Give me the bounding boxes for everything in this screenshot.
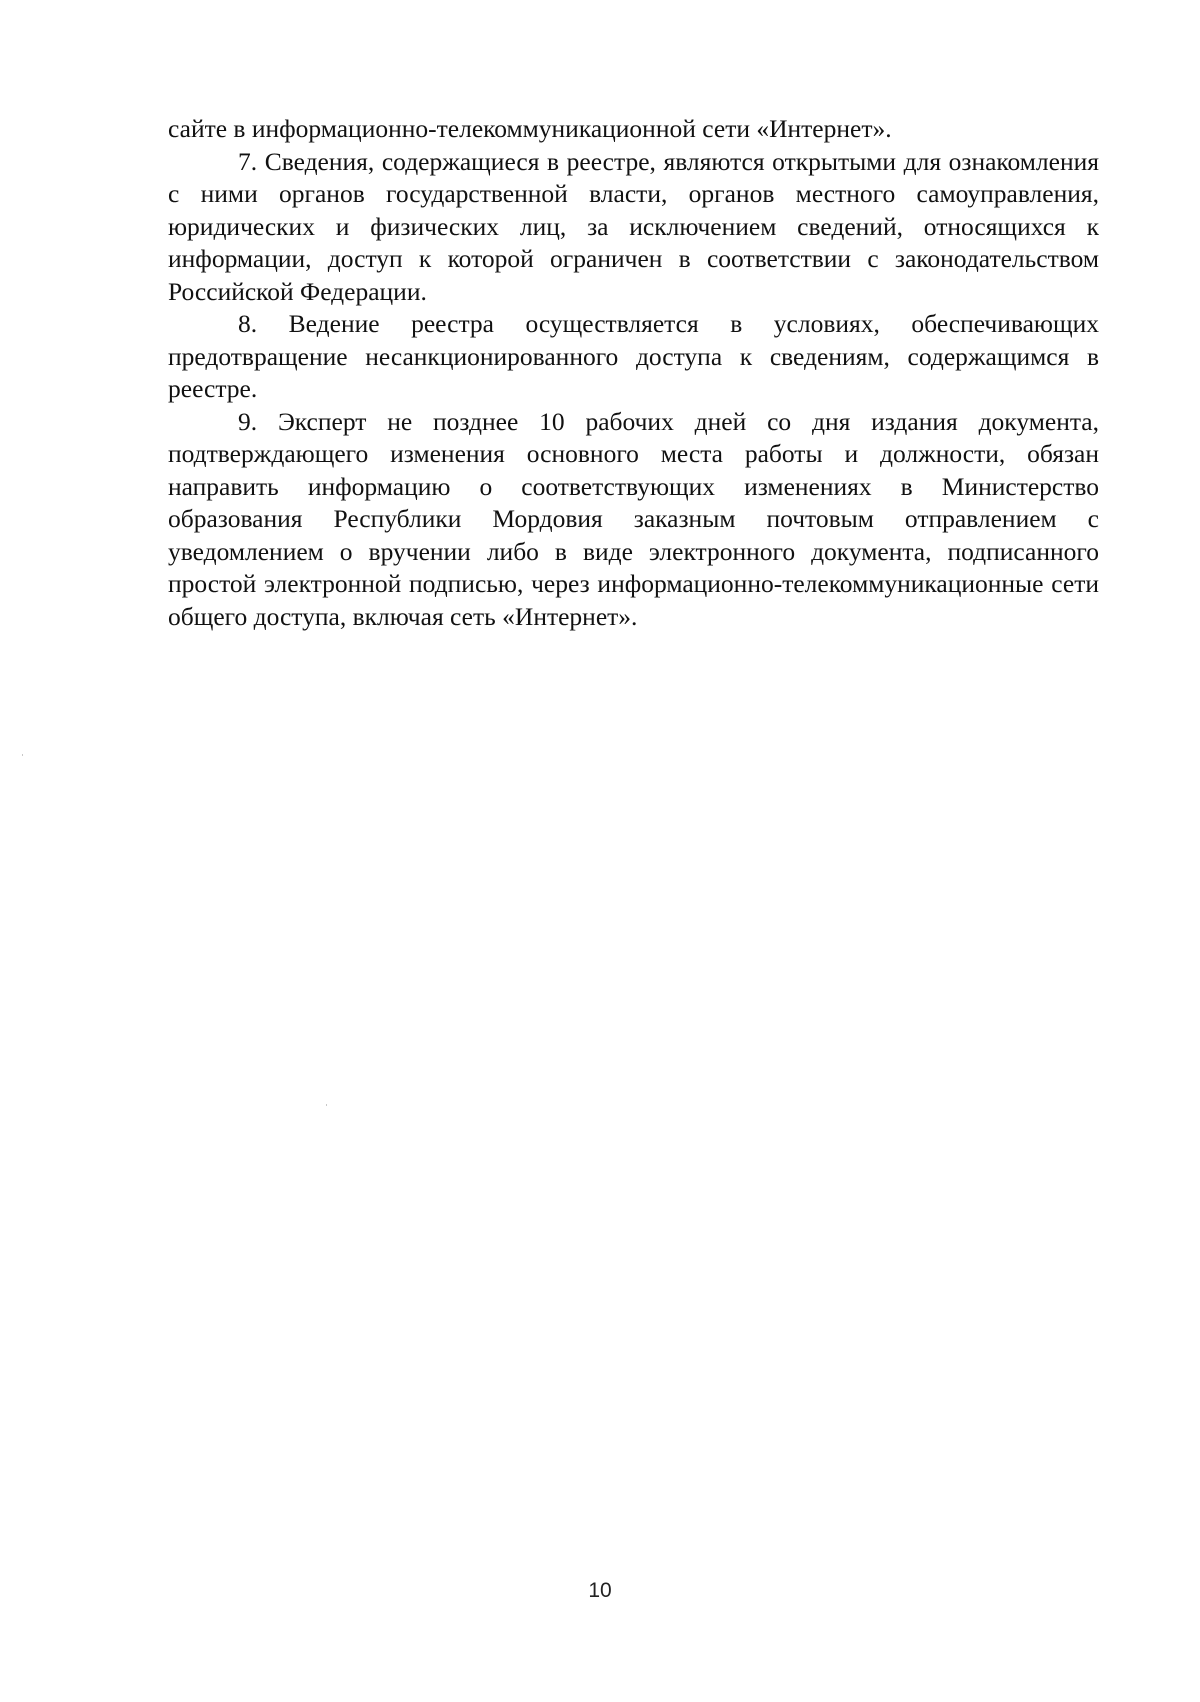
scan-artifact xyxy=(326,1104,327,1106)
paragraph-item-8: 8. Ведение реестра осуществляется в условиях, обеспечивающих предотвращение несанкционированного доступа к сведениям, содержащимся в реестре. xyxy=(168,309,1099,403)
paragraph-item-7: 7. Сведения, содержащиеся в реестре, являются открытыми для ознакомления с ними органов государственной власти, органов местного самоуправления, юридических и физических лиц, за исключением сведений, относящихся к информации, доступ к которой ограничен в соответствии с законодательством Российской Федерации. xyxy=(168,146,1099,306)
paragraph-continuation: сайте в информационно-телекоммуникационной сети «Интернет». xyxy=(168,114,892,143)
scan-artifact xyxy=(22,754,23,756)
paragraph-item-9: 9. Эксперт не позднее 10 рабочих дней со дня издания документа, подтверждающего изменения основного места работы и должности, обязан направить информацию о соответствующих изменениях в Министерство образования Республики Мордовия заказным почтовым отправлением с уведомлением о вручении либо в виде электронного документа, подписанного простой электронной подписью, через информационно-телекоммуникационные сети общего доступа, включая сеть «Интернет». xyxy=(168,406,1099,631)
page-number: 10 xyxy=(588,1579,612,1602)
document-body xyxy=(168,113,1099,633)
